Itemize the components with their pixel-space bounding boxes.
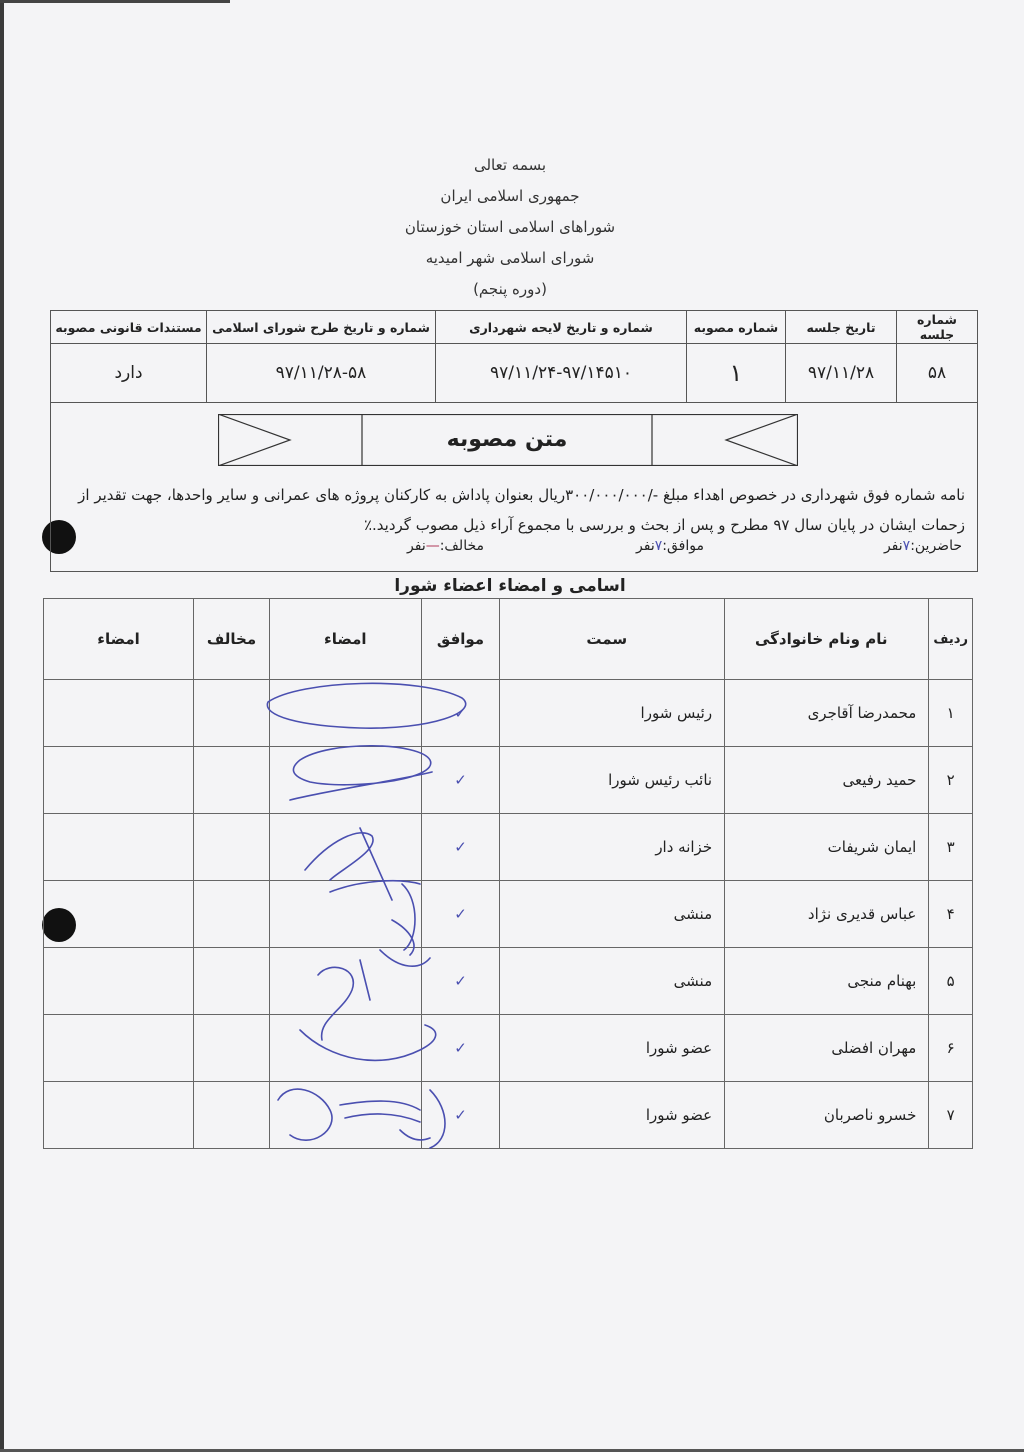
header-line: بسمه تعالی [473,156,547,174]
info-header: شماره جلسه [897,311,978,344]
signature [290,746,432,800]
row-number: ۲ [929,747,973,814]
col-header: امضاء [44,599,194,680]
members-title: اسامی و امضاء اعضاء شورا [394,576,626,596]
header-line: شورای اسلامی شهر امیدیه [425,249,595,267]
col-header: موافق [421,599,500,680]
member-role: نائب رئیس شورا [500,747,725,814]
resolution-title: متن مصوبه [446,427,568,452]
member-name: محمدرضا آقاجری [725,680,929,747]
agree-check: ✓ [421,747,500,814]
present-value: ۷ [902,538,911,554]
agree-check: ✓ [421,814,500,881]
member-role: عضو شورا [500,1082,725,1149]
row-number: ۳ [929,814,973,881]
info-header: تاریخ جلسه [786,311,897,344]
resolution-line: نامه شماره فوق شهرداری در خصوص اهداء مبلغ -/۳۰۰/۰۰۰/۰۰۰ریال بعنوان پاداش به کارکنان پروژه های عمرانی و سایر واحدها، جهت تقدیر از [78,486,965,504]
present-label: حاضرین: [910,538,962,554]
info-header: شماره مصوبه [687,311,786,344]
member-role: منشی [500,948,725,1015]
signature [392,884,415,955]
agree-check: ✓ [421,1082,500,1149]
member-role: خزانه دار [500,814,725,881]
oppose-label: مخالف: [439,538,484,554]
col-header: امضاء [269,599,421,680]
signature [267,683,465,728]
signature [300,950,436,1060]
row-number: ۴ [929,881,973,948]
row-number: ۵ [929,948,973,1015]
agree-label: موافق: [662,538,704,554]
col-header: نام ونام خانوادگی [725,599,929,680]
info-value: ۱ [687,344,786,403]
info-header: مستندات قانونی مصوبه [51,311,207,344]
agree-check: ✓ [421,948,500,1015]
member-name: خسرو ناصربان [725,1082,929,1149]
info-header: شماره و تاریخ لایحه شهرداری [436,311,687,344]
agree-check: ✓ [421,680,500,747]
row-number: ۷ [929,1082,973,1149]
oppose-value: — [425,538,440,554]
agree-check: ✓ [421,881,500,948]
info-value: ۹۷/۱۱/۲۸-۵۸ [207,344,436,403]
col-header: مخالف [194,599,270,680]
member-name: حمید رفیعی [725,747,929,814]
row-number: ۶ [929,1015,973,1082]
info-value: ۹۷/۱۱/۲۴-۹۷/۱۴۵۱۰ [436,344,687,403]
member-name: ایمان شریفات [725,814,929,881]
member-name: بهنام منجی [725,948,929,1015]
header-line: (دوره پنجم) [473,280,547,298]
header-line: شوراهای اسلامی استان خوزستان [404,218,616,236]
row-number: ۱ [929,680,973,747]
info-value: ۵۸ [897,344,978,403]
member-name: مهران افضلی [725,1015,929,1082]
oppose-unit: نفر [407,538,426,554]
member-role: رئیس شورا [500,680,725,747]
member-name: عباس قدیری نژاد [725,881,929,948]
col-header: سمت [500,599,725,680]
signature [278,1089,445,1148]
agree-unit: نفر [636,538,655,554]
member-role: منشی [500,881,725,948]
agree-check: ✓ [421,1015,500,1082]
header-line: جمهوری اسلامی ایران [440,187,580,205]
present-unit: نفر [883,538,903,554]
signature [305,828,420,900]
col-header: ردیف [929,599,973,680]
info-header: شماره و تاریخ طرح شورای اسلامی [207,311,436,344]
info-value: ۹۷/۱۱/۲۸ [786,344,897,403]
info-value: دارد [51,344,207,403]
resolution-line: زحمات ایشان در پایان سال ۹۷ مطرح و پس از بحث و بررسی با مجموع آراء ذیل مصوب گردید.٪ [363,516,965,534]
member-role: عضو شورا [500,1015,725,1082]
agree-value: ۷ [654,538,663,554]
